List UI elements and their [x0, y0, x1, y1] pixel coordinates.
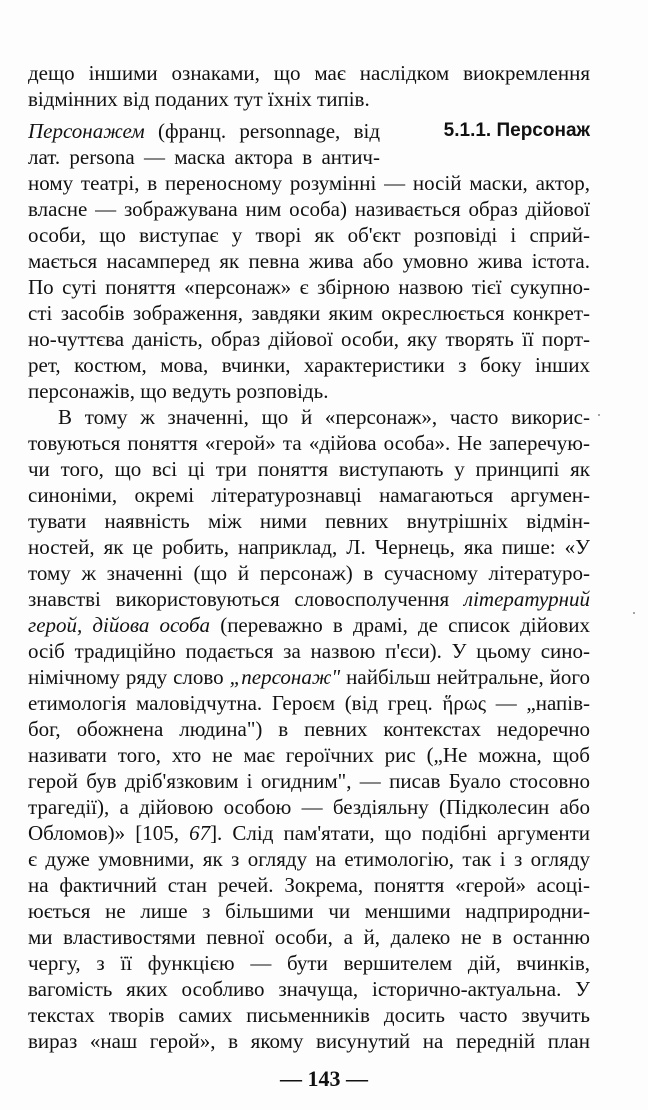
text-line: текстах творів самих письменників досить часто звучить: [28, 1003, 590, 1027]
text-line: тувати наявність між ними певних внутрішніх відмін-: [28, 509, 590, 533]
text-line: ному театрі, в переносному розумінні — носій маски, актор,: [28, 171, 590, 195]
text-fragment: (франц. personnage, від: [157, 119, 380, 143]
text-line: етимологія маловідчутна. Героєм (від грец. ἥρως — „напів-: [28, 691, 590, 715]
text-line: чи того, що всі ці три поняття виступають у принципі як: [28, 457, 590, 481]
text-line: товуються поняття «герой» та «дійова особа». Не заперечую-: [28, 431, 590, 455]
text-fragment: німічному ряду слово: [28, 665, 230, 689]
text-line-with-term: [28, 820, 590, 846]
text-line-with-term: [28, 664, 590, 690]
text-line: є дуже умовними, як з огляду на етимологію, так і з огляду: [28, 847, 590, 871]
text-line: мається насамперед як певна жива або умовно жива істота.: [28, 249, 590, 273]
text-fragment: Обломов)» [105,: [28, 821, 190, 845]
text-line: бог, обожнена людина") в певних контекстах недоречно: [28, 717, 590, 741]
text-line: дещо іншими ознаками, що має наслідком виокремлення: [28, 61, 590, 85]
text-line: ностей, як це робить, наприклад, Л. Чернець, яка пише: «У: [28, 535, 590, 559]
text-fragment: знавстві використовуються словосполучення: [28, 587, 464, 611]
term-literaturnyi: літературний: [463, 587, 590, 611]
text-line: лат. persona — маска актора в антич-: [28, 145, 380, 169]
scan-speck: [633, 612, 635, 614]
text-line: тому ж значенні (що й персонаж) в сучасному літературо-: [28, 561, 590, 585]
term-heroi-diiova-osoba: герой, дійова особа: [28, 613, 211, 637]
text-line: трагедії), а дійовою особою — бездіяльну (Підколесин або: [28, 795, 590, 819]
term-personazh: „персонаж": [229, 665, 341, 689]
text-line: вагомість яких особливо значуща, історично-актуальна. У: [28, 977, 590, 1001]
text-line: рет, костюм, мова, вчинки, характеристики з боку інших: [28, 353, 590, 377]
term-personazhem: Персонажем: [28, 119, 145, 143]
page-number: — 143 —: [280, 1066, 368, 1091]
text-line: В тому ж значенні, що й «персонаж», часто викорис-: [58, 405, 590, 429]
section-heading: 5.1.1. Персонаж: [443, 120, 590, 141]
text-line-with-term: [28, 612, 590, 638]
text-line: власне — зображувана ним особа) називається образ дійової: [28, 197, 590, 221]
text-line: герой був дріб'язковим і огидним", — писав Буало стосовно: [28, 769, 590, 793]
text-line: синоніми, окремі літературознавці намагаються аргумен-: [28, 483, 590, 507]
text-fragment: найбільш нейтральне, його: [340, 665, 590, 689]
citation-page: 67: [189, 821, 211, 845]
text-line: відмінних від поданих тут їхніх типів.: [28, 87, 370, 111]
text-line-with-term: [28, 118, 380, 144]
text-line: вираз «наш герой», в якому висунутий на передній план: [28, 1029, 590, 1053]
text-line: називати того, хто не має героїчних рис („Не можна, щоб: [28, 743, 590, 767]
text-line: ми властивостями певної особи, а й, далеко не в останню: [28, 925, 590, 949]
text-line: особи, що виступає у творі як об'єкт розповіді і сприй-: [28, 223, 590, 247]
text-line: но-чуттєва даність, образ дійової особи, яку творять її порт-: [28, 327, 590, 351]
text-line-with-term: [28, 586, 590, 612]
text-fragment: ]. Слід пам'ятати, що подібні аргументи: [210, 821, 590, 845]
text-line: По суті поняття «персонаж» є збірною назвою тієї сукупно-: [28, 275, 590, 299]
text-line: юється не лише з більшими чи меншими надприродни-: [28, 899, 590, 923]
text-line: чергу, з її функцією — бути вершителем дій, вчинків,: [28, 951, 590, 975]
scan-speck: [598, 414, 600, 416]
text-line: персонажів, що ведуть розповідь.: [28, 379, 329, 403]
text-line: осіб традиційно подається за назвою п'єси). У цьому сино-: [28, 639, 590, 663]
text-line: на фактичний стан речей. Зокрема, поняття «герой» асоці-: [28, 873, 590, 897]
text-fragment: (переважно в драмі, де список дійових: [210, 613, 590, 637]
text-line: сті засобів зображення, завдяки яким окреслюється конкрет-: [28, 301, 590, 325]
